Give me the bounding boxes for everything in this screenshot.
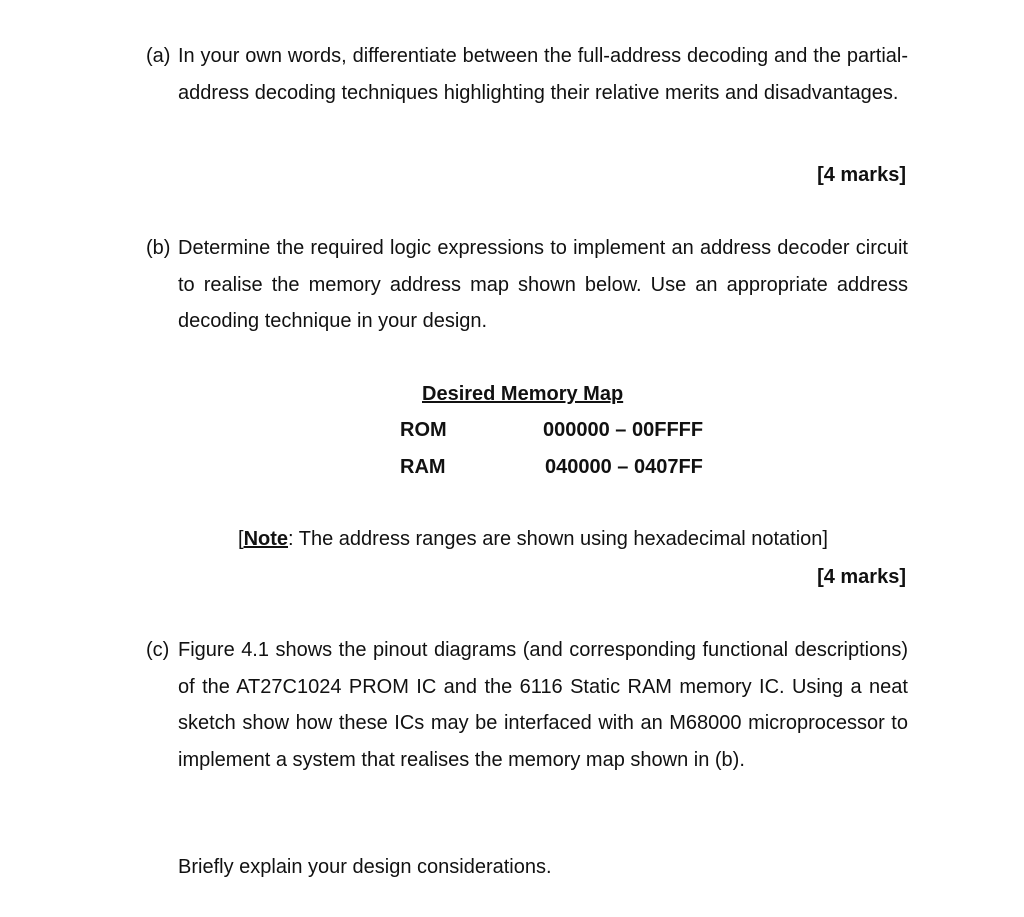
question-b-marks: [4 marks] (817, 566, 906, 588)
hex-note (238, 527, 828, 551)
question-b-label: (b) (146, 237, 171, 259)
question-b-text: Determine the required logic expressions to implement an address decoder circuit to realise the memory address map shown below. Use an appropriate address decoding technique in your design. (178, 237, 908, 332)
note-open-bracket: [ (238, 528, 244, 550)
question-a-marks: [4 marks] (817, 164, 906, 186)
note-text: : The address ranges are shown using hexadecimal notation] (288, 528, 828, 550)
question-a-text: In your own words, differentiate between the full-address decoding and the partial-address decoding techniques highlighting their relative merits and disadvantages. (178, 45, 908, 104)
question-c-followup: Briefly explain your design considerations. (178, 856, 552, 878)
memory-map-title: Desired Memory Map (422, 383, 624, 405)
memory-map-rom-label: ROM (400, 419, 447, 441)
memory-map-ram-range: 040000 – 0407FF (545, 456, 703, 478)
memory-map-rom-range: 000000 – 00FFFF (543, 419, 704, 441)
question-c-label: (c) (146, 639, 170, 661)
question-a-label: (a) (146, 45, 171, 67)
note-keyword: Note (243, 528, 289, 550)
question-c-text: Figure 4.1 shows the pinout diagrams (and corresponding functional descriptions) of the AT27C1024 PROM IC and the 6116 Static RAM memory IC. Using a neat sketch show how these ICs may be interfaced with an M68000 microprocessor to implement a system that realises the memory map shown in (b). (178, 639, 908, 771)
memory-map-ram-label: RAM (400, 456, 446, 478)
